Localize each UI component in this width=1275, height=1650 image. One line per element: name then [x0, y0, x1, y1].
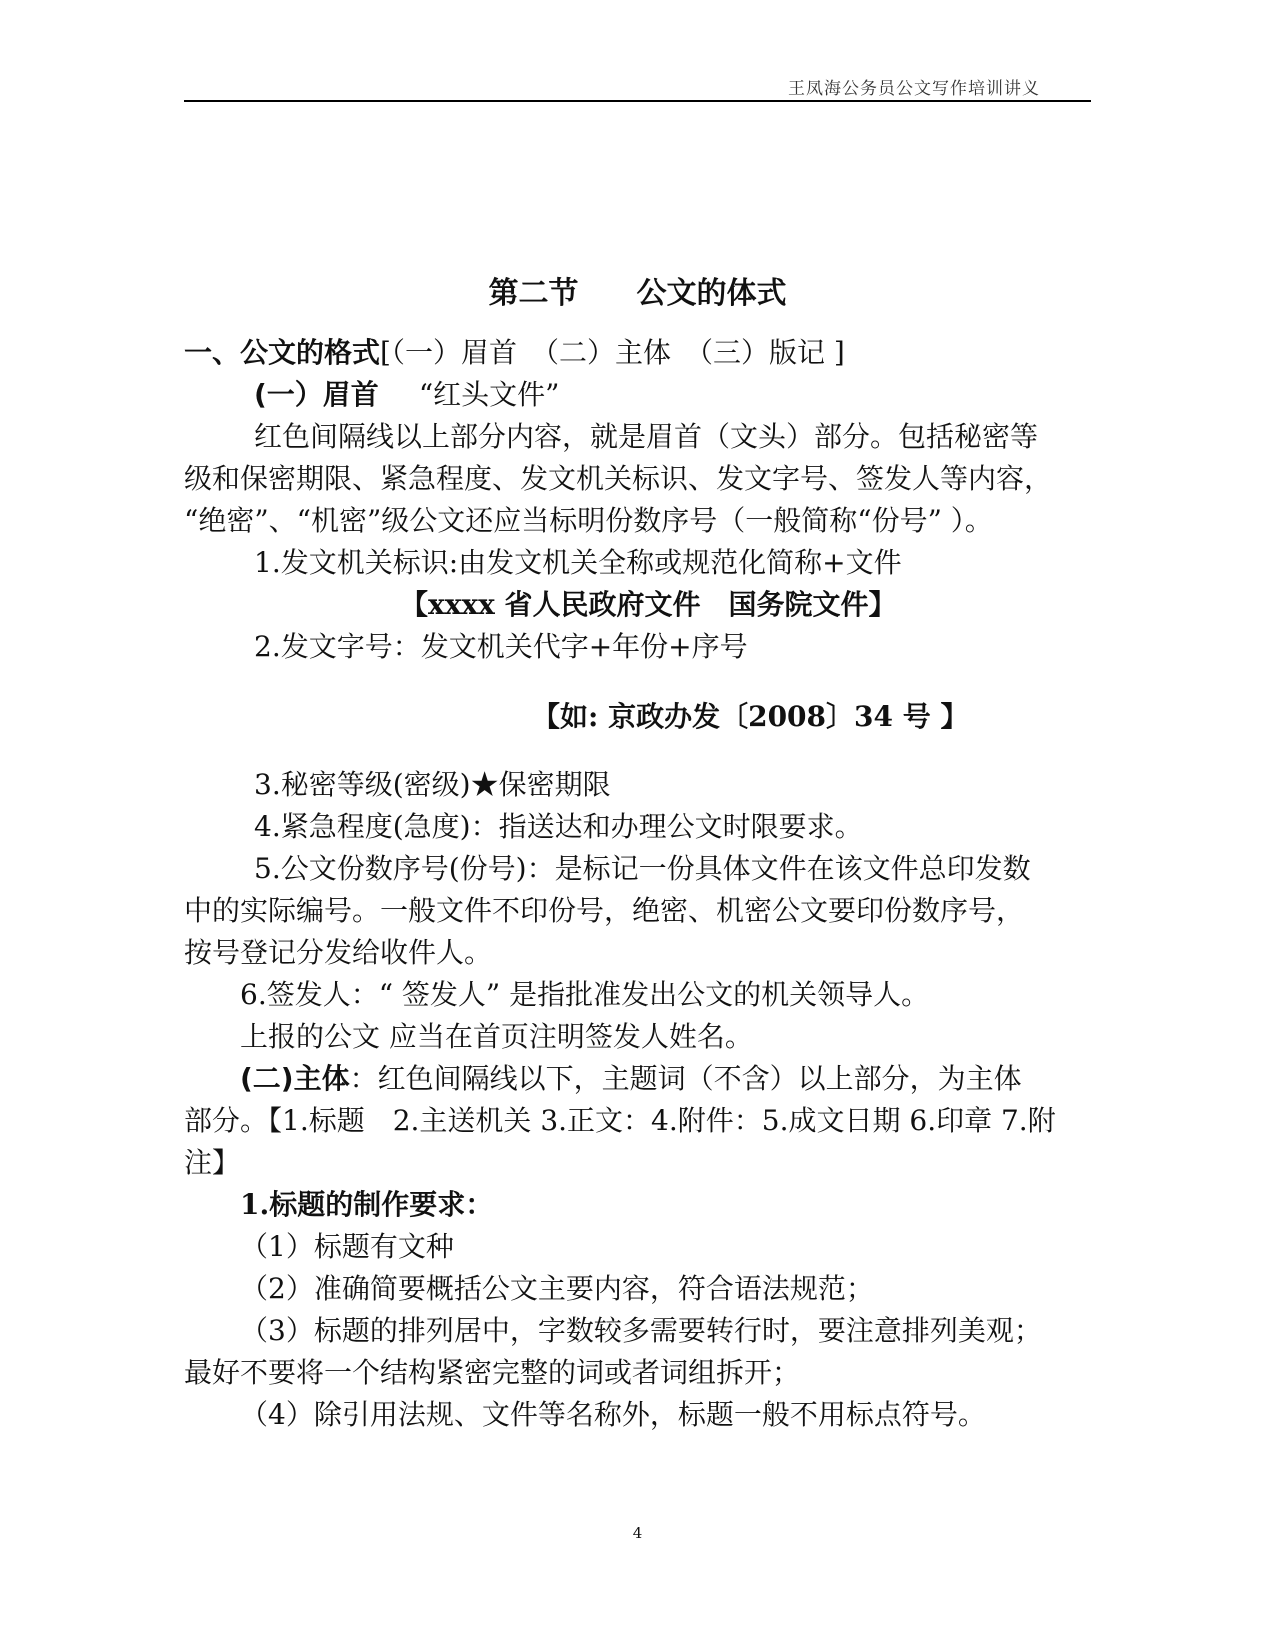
meishou-heading-line [254, 374, 559, 416]
biaoti-req-4: （4）除引用法规、文件等名称外，标题一般不用标点符号。 [240, 1398, 986, 1431]
meishou-label: (一）眉首 [254, 378, 379, 411]
meishou-item-3: 3.秘密等级(密级)★保密期限 [254, 768, 611, 801]
section-title [0, 268, 1275, 312]
zhuti-line-2: 部分。【1.标题 2.主送机关 3.正文：4.附件：5.成文日期 6.印章 7.附 [184, 1104, 1056, 1137]
meishou-para-line-2: 级和保密期限、紧急程度、发文机关标识、发文字号、签发人等内容， [184, 462, 1053, 495]
meishou-item-2: 2.发文字号：发文机关代字+年份+序号 [254, 630, 748, 663]
meishou-item-5-line-2: 中的实际编号。一般文件不印份号，绝密、机密公文要印份数序号， [184, 894, 1025, 927]
meishou-item-1-example: 【xxxx 省人民政府文件 国务院文件】 [400, 588, 897, 621]
part1-heading-line [184, 332, 845, 374]
zhuti-text: ：红色间隔线以下，主题词（不含）以上部分，为主体 [349, 1062, 1022, 1095]
zhuti-label: (二)主体 [240, 1062, 350, 1095]
biaoti-heading: 1.标题的制作要求： [240, 1188, 494, 1221]
biaoti-req-3-line-1: （3）标题的排列居中，字数较多需要转行时，要注意排列美观； [240, 1314, 1042, 1347]
part1-heading-tail: [（一）眉首 （二）主体 （三）版记 ] [380, 336, 845, 369]
part1-heading: 一、公文的格式 [184, 336, 381, 369]
page-number: 4 [632, 1524, 643, 1542]
meishou-para-line-3: “绝密”、“机密”级公文还应当标明份数序号（一般简称“份号” ）。 [184, 504, 993, 537]
zhuti-line-3: 注】 [184, 1146, 241, 1179]
meishou-item-6: 6.签发人：“ 签发人” 是指批准发出公文的机关领导人。 [240, 978, 930, 1011]
meishou-item-5-line-1: 5.公文份数序号(份号)：是标记一份具体文件在该文件总印发数 [254, 852, 1031, 885]
biaoti-req-1: （1）标题有文种 [240, 1230, 454, 1263]
section-title-text: 公文的体式 [636, 276, 787, 311]
meishou-tag: “红头文件” [418, 378, 560, 411]
meishou-item-2-example: 【如: 京政办发〔2008〕34 号 】 [532, 700, 969, 733]
zhuti-line-1 [240, 1058, 1022, 1100]
meishou-item-6-note: 上报的公文 应当在首页注明签发人姓名。 [240, 1020, 753, 1053]
biaoti-req-2: （2）准确简要概括公文主要内容，符合语法规范； [240, 1272, 874, 1305]
biaoti-req-3-line-2: 最好不要将一个结构紧密完整的词或者词组拆开； [184, 1356, 801, 1389]
meishou-item-4: 4.紧急程度(急度)：指送达和办理公文时限要求。 [254, 810, 863, 843]
meishou-item-5-line-3: 按号登记分发给收件人。 [184, 936, 493, 969]
section-title-number: 第二节 [488, 276, 579, 311]
running-header: 王凤海公务员公文写作培训讲义 [788, 79, 1040, 99]
header-rule [184, 100, 1091, 102]
meishou-para-line-1: 红色间隔线以上部分内容，就是眉首（文头）部分。包括秘密等 [254, 420, 1039, 453]
meishou-item-1: 1.发文机关标识:由发文机关全称或规范化简称+文件 [254, 546, 902, 579]
